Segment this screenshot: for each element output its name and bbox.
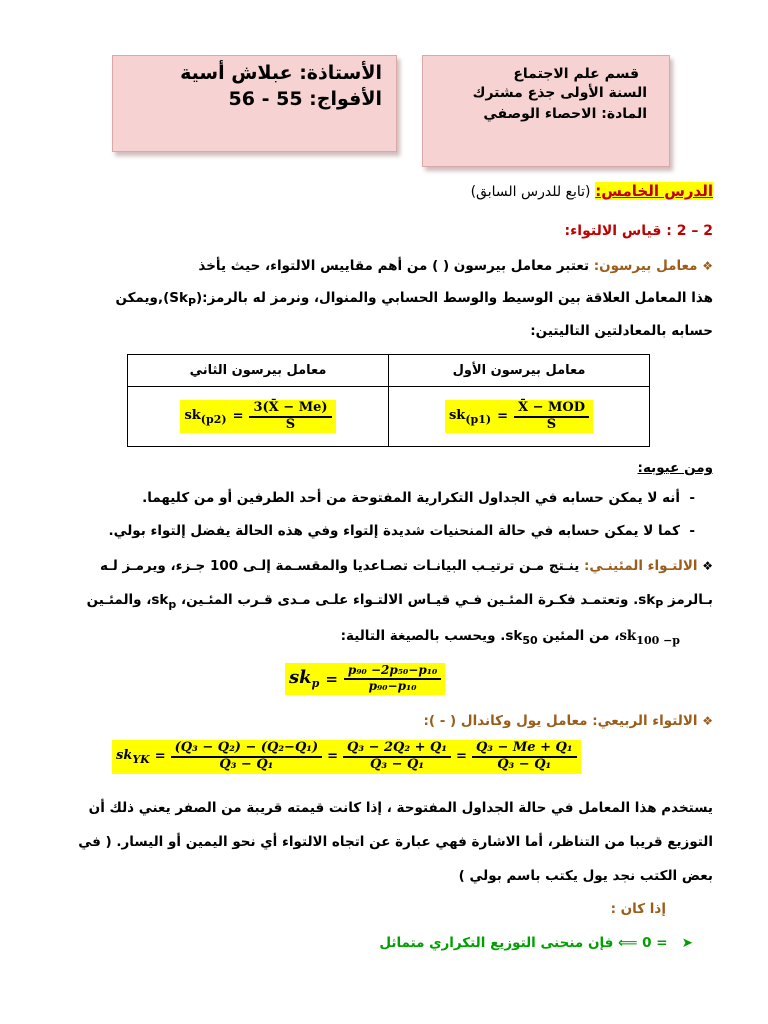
percentile-text3-end: . ويحسب بالصيغة التالية: — [340, 628, 506, 644]
pearson-line1 — [198, 258, 713, 274]
year: السنة الأولى جذع مشترك — [472, 85, 647, 101]
section-heading: 2 – 2 : قياس الالتواء: — [564, 223, 713, 239]
percentile-formula: $sk_p$ = $\frac{\text{p₉₀ −2p₅₀−p₁₀}}{\text{p₉₀−p₁₀}}$ — [285, 663, 445, 695]
pearson-first-formula: $sk_{(p1)}$ = $\frac{\text{X̄ − MOD}}{S}$ — [389, 387, 650, 447]
lesson-subtitle: (تابع للدرس السابق) — [470, 184, 591, 200]
f2-lhs: sk — [184, 407, 201, 423]
qf-lhs-sub: YK — [132, 752, 150, 766]
percentile-label: الالتـواء المئينـي: — [584, 558, 698, 574]
percentile-text2: بـالرمز sk — [638, 592, 713, 608]
pearson-text2: هذا المعامل العلاقة بين الوسيط والوسط الحسابي والمنوال، ونرمز له بالرمز:(Sk — [169, 290, 713, 306]
teacher-name: الأستاذة: عبلاش أسية — [180, 62, 382, 84]
percentile-line1 — [100, 558, 713, 574]
case-1 — [379, 935, 693, 951]
f1-numerator: X̄ − MOD — [514, 401, 589, 418]
fault-1-text: أنه لا يمكن حسابه في الجداول التكرارية المفتوحة من أحد الطرفين أو من كليهما. — [142, 490, 680, 506]
quartile-text1: معامل يول وكاندال ( - ): — [423, 713, 588, 729]
percentile-line3 — [341, 628, 680, 647]
arrow-bullet-icon: ➤ — [672, 935, 693, 951]
fault-2 — [108, 523, 695, 539]
fault-1 — [142, 490, 695, 506]
pearson-line3: حسابه بالمعادلتين التاليتين: — [530, 323, 713, 339]
percentile-sk50-sub: 50 — [522, 634, 538, 647]
dash-bullet-icon: - — [679, 490, 695, 506]
if-label: إذا كان : — [610, 901, 666, 917]
f1-lhs: sk — [448, 407, 466, 423]
percentile-text2-mid: . وتعتمـد فكـرة المئـين فـي قيـاس الالتـواء علـى مـدى قـرب المئـين، sk — [151, 592, 639, 608]
case-1-text: = 0 ⟸ فإن منحنى التوزيع التكراري متماثل — [379, 935, 668, 951]
f2-denominator: S — [285, 416, 296, 432]
course-box — [422, 55, 670, 167]
pf-lhs: sk — [289, 667, 312, 689]
diamond-bullet-icon: ❖ — [702, 559, 713, 573]
percentile-sk100-sub: 100 −p — [636, 634, 680, 647]
pf-numerator: p₉₀ −2p₅₀−p₁₀ — [344, 664, 441, 680]
quartile-formula: $sk_{YK}$ = $\frac{\text{(Q₃ − Q₂) − (Q₂−Q₁)}}{\text{Q₃ − Q₁}}$ = $\frac{\text{Q₃ − 2Q₂ + Q₁}}{\text{Q₃ − Q₁}}$ = $\frac{\text{Q₃ − Me + Q₁}}{\text{Q₃ − Q₁}}$ — [112, 740, 581, 774]
pearson-label: معامل بيرسون: — [593, 258, 698, 274]
qf2-denominator: Q₃ − Q₁ — [370, 756, 425, 772]
teacher-box — [112, 55, 397, 152]
pearson-first-header: معامل بيرسون الأول — [389, 355, 650, 387]
pearson-text2-end: ),ويمكن — [115, 290, 170, 306]
f1-denominator: S — [546, 416, 557, 432]
percentile-text2-mid-sub: p — [168, 598, 177, 611]
lesson-title: الدرس الخامس: — [595, 182, 713, 200]
qf3-denominator: Q₃ − Q₁ — [497, 756, 552, 772]
fault-2-text: كما لا يمكن حسابه في حالة المنحنيات شديدة إلتواء وفي هذه الحالة يفضل إلتواء بولي. — [108, 523, 680, 539]
quartile-para1: يستخدم هذا المعامل في حالة الجداول المفتوحة ، إذا كانت قيمته قريبة من الصفر يعني ذلك أن — [88, 800, 713, 816]
f2-numerator: 3(X̄ − Me) — [249, 401, 331, 418]
percentile-text1: ينـتج مـن ترتيـب البيانـات تصـاعديا والمقسـمة إلـى 100 جـزء، ويرمـز لـه — [99, 558, 580, 574]
percentile-sk100: sk — [619, 628, 637, 644]
pearson-text1: تعتبر معامل بيرسون ( ) من أهم مقاييس الالتواء، حيث يأخذ — [198, 258, 590, 274]
f1-sub: (p1) — [465, 412, 492, 426]
f2-sub: (p2) — [200, 412, 227, 426]
diamond-bullet-icon: ❖ — [702, 259, 713, 273]
pearson-table — [127, 354, 650, 447]
percentile-line2 — [87, 592, 713, 611]
subject: المادة: الاحصاء الوصفي — [483, 106, 647, 122]
lesson-header — [471, 182, 713, 200]
pearson-line2 — [115, 290, 713, 309]
department: قسم علم الاجتماع — [513, 66, 639, 82]
pearson-second-formula: $sk_{(p2)}$ = $\frac{3(X̄ - Me)}{S}$ — [128, 387, 389, 447]
qf1-numerator: (Q₃ − Q₂) − (Q₂−Q₁) — [171, 741, 322, 758]
diamond-bullet-icon: ❖ — [702, 714, 713, 728]
pf-lhs-sub: p — [311, 677, 320, 691]
quartile-line1 — [423, 713, 713, 729]
qf-lhs: sk — [116, 747, 133, 763]
pearson-second-header: معامل بيرسون الثاني — [128, 355, 389, 387]
qf1-denominator: Q₃ − Q₁ — [219, 756, 274, 772]
qf2-numerator: Q₃ − 2Q₂ + Q₁ — [343, 741, 451, 758]
percentile-text2-sub: P — [655, 598, 664, 611]
percentile-text3-mid: ، من المئين sk — [505, 628, 620, 644]
pearson-text2-sub: P — [187, 296, 197, 309]
quartile-label: الالتواء الربيعي: — [592, 713, 698, 729]
percentile-text2-tail: ، والمئـين — [86, 592, 152, 608]
qf3-numerator: Q₃ − Me + Q₁ — [472, 741, 577, 758]
pf-denominator: p₉₀−p₁₀ — [368, 678, 417, 693]
dash-bullet-icon: - — [679, 523, 695, 539]
quartile-para3: بعض الكتب نجد يول يكتب باسم بولي ) — [458, 868, 713, 884]
faults-title: ومن عيوبه: — [637, 460, 713, 476]
groups-label: الأفواج: 55 - 56 — [228, 88, 382, 110]
quartile-para2: التوزيع قريبا من التناظر، أما الاشارة فهي عبارة عن اتجاه الالتواء أي نحو اليمين أو اليسار. ( في — [78, 834, 713, 850]
